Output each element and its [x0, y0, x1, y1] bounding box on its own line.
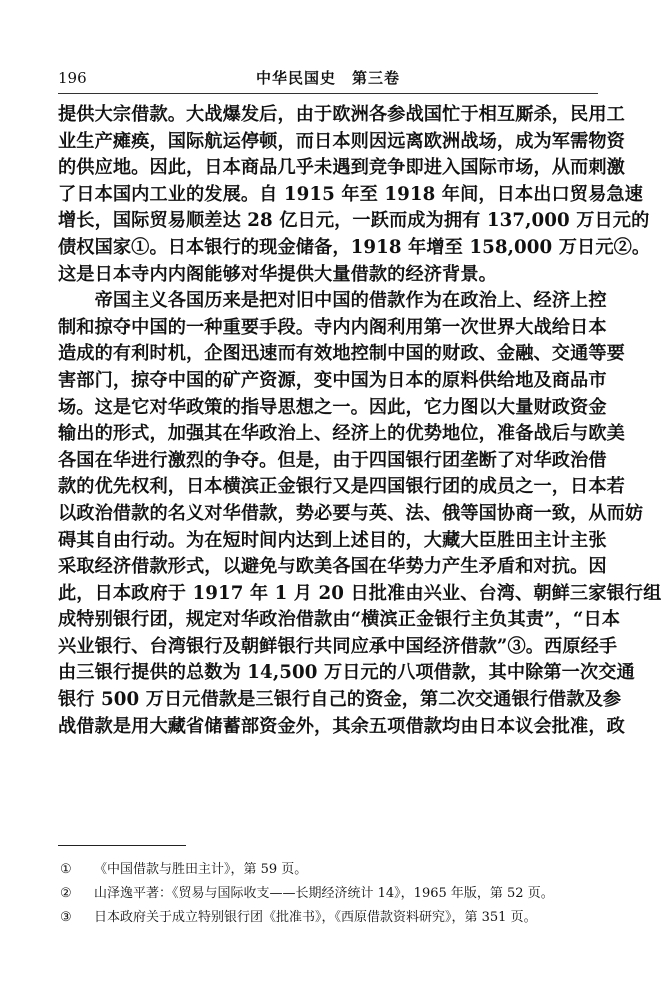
text-line: 由三银行提供的总数为 14,500 万日元的八项借款，其中除第一次交通: [58, 662, 635, 684]
running-title: 中华民国史 第三卷: [255, 69, 400, 87]
text-line: 碍其自由行动。为在短时间内达到上述目的，大藏大臣胜田主计主张: [58, 529, 607, 551]
footnote-mark: ①: [60, 862, 72, 877]
text-line: 制和掠夺中国的一种重要手段。寺内内阁利用第一次世界大战给日本: [58, 316, 607, 338]
text-line: 场。这是它对华政策的指导思想之一。因此，它力图以大量财政资金: [58, 396, 607, 418]
footnote: [58, 906, 598, 930]
footnote-mark: ②: [60, 886, 72, 901]
text-line: 此，日本政府于 1917 年 1 月 20 日批准由兴业、台湾、朝鲜三家银行组: [58, 582, 661, 604]
text-line: 业生产瘫痪，国际航运停顿，而日本则因远离欧洲战场，成为军需物资: [58, 130, 625, 152]
page-number: 196: [58, 69, 87, 87]
text-line: 各国在华进行激烈的争夺。但是，由于四国银行团垄断了对华政治借: [58, 449, 607, 471]
text-line: 成特别银行团，规定对华政治借款由“横滨正金银行主负其责”，“日本: [58, 609, 621, 631]
footnote-text: 日本政府关于成立特别银行团《批准书》，《西原借款资料研究》，第 351 页。: [94, 910, 537, 925]
footnote-mark: ③: [60, 910, 72, 925]
footnote: [58, 858, 598, 882]
text-line: 银行 500 万日元借款是三银行自己的资金，第二次交通银行借款及参: [58, 689, 622, 711]
footnotes: [58, 858, 598, 930]
text-line: 款的优先权利，日本横滨正金银行又是四国银行团的成员之一，日本若: [58, 476, 625, 498]
text-line: 增长，国际贸易顺差达 28 亿日元，一跃而成为拥有 137,000 万日元的: [58, 210, 650, 232]
text-line: 战借款是用大藏省储蓄部资金外，其余五项借款均由日本议会批准，政: [58, 715, 625, 737]
footnote-text: 《中国借款与胜田主计》，第 59 页。: [94, 862, 308, 877]
text-line: 采取经济借款形式，以避免与欧美各国在华势力产生矛盾和对抗。因: [58, 556, 607, 578]
text-line: 提供大宗借款。大战爆发后，由于欧洲各参战国忙于相互厮杀，民用工: [58, 104, 625, 125]
text-line: 造成的有利时机，企图迅速而有效地控制中国的财政、金融、交通等要: [58, 343, 625, 365]
text-line: 帝国主义各国历来是把对旧中国的借款作为在政治上、经济上控: [58, 290, 607, 312]
text-line: 害部门，掠夺中国的矿产资源，变中国为日本的原料供给地及商品市: [58, 369, 607, 391]
text-line: 债权国家①。日本银行的现金储备，1918 年增至 158,000 万日元②。: [58, 236, 651, 258]
footnote-text: 山泽逸平著：《贸易与国际收支——长期经济统计 14》，1965 年版，第 52 页。: [94, 886, 554, 901]
text-line: 的供应地。因此，日本商品几乎未遇到竞争即进入国际市场，从而刺激: [58, 157, 625, 179]
body-text: [58, 102, 661, 740]
text-line: 这是日本寺内内阁能够对华提供大量借款的经济背景。: [58, 263, 497, 285]
page-header: [58, 68, 598, 94]
text-line: 了日本国内工业的发展。自 1915 年至 1918 年间，日本出口贸易急速: [58, 183, 643, 205]
text-line: 输出的形式，加强其在华政治上、经济上的优势地位，准备战后与欧美: [58, 423, 625, 445]
footnote: [58, 882, 598, 906]
text-line: 兴业银行、台湾银行及朝鲜银行共同应承中国经济借款”③。西原经手: [58, 635, 618, 657]
footnote-rule: [58, 845, 186, 846]
text-line: 以政治借款的名义对华借款，势必要与英、法、俄等国协商一致，从而妨: [58, 502, 644, 524]
header-rule: [58, 93, 598, 94]
